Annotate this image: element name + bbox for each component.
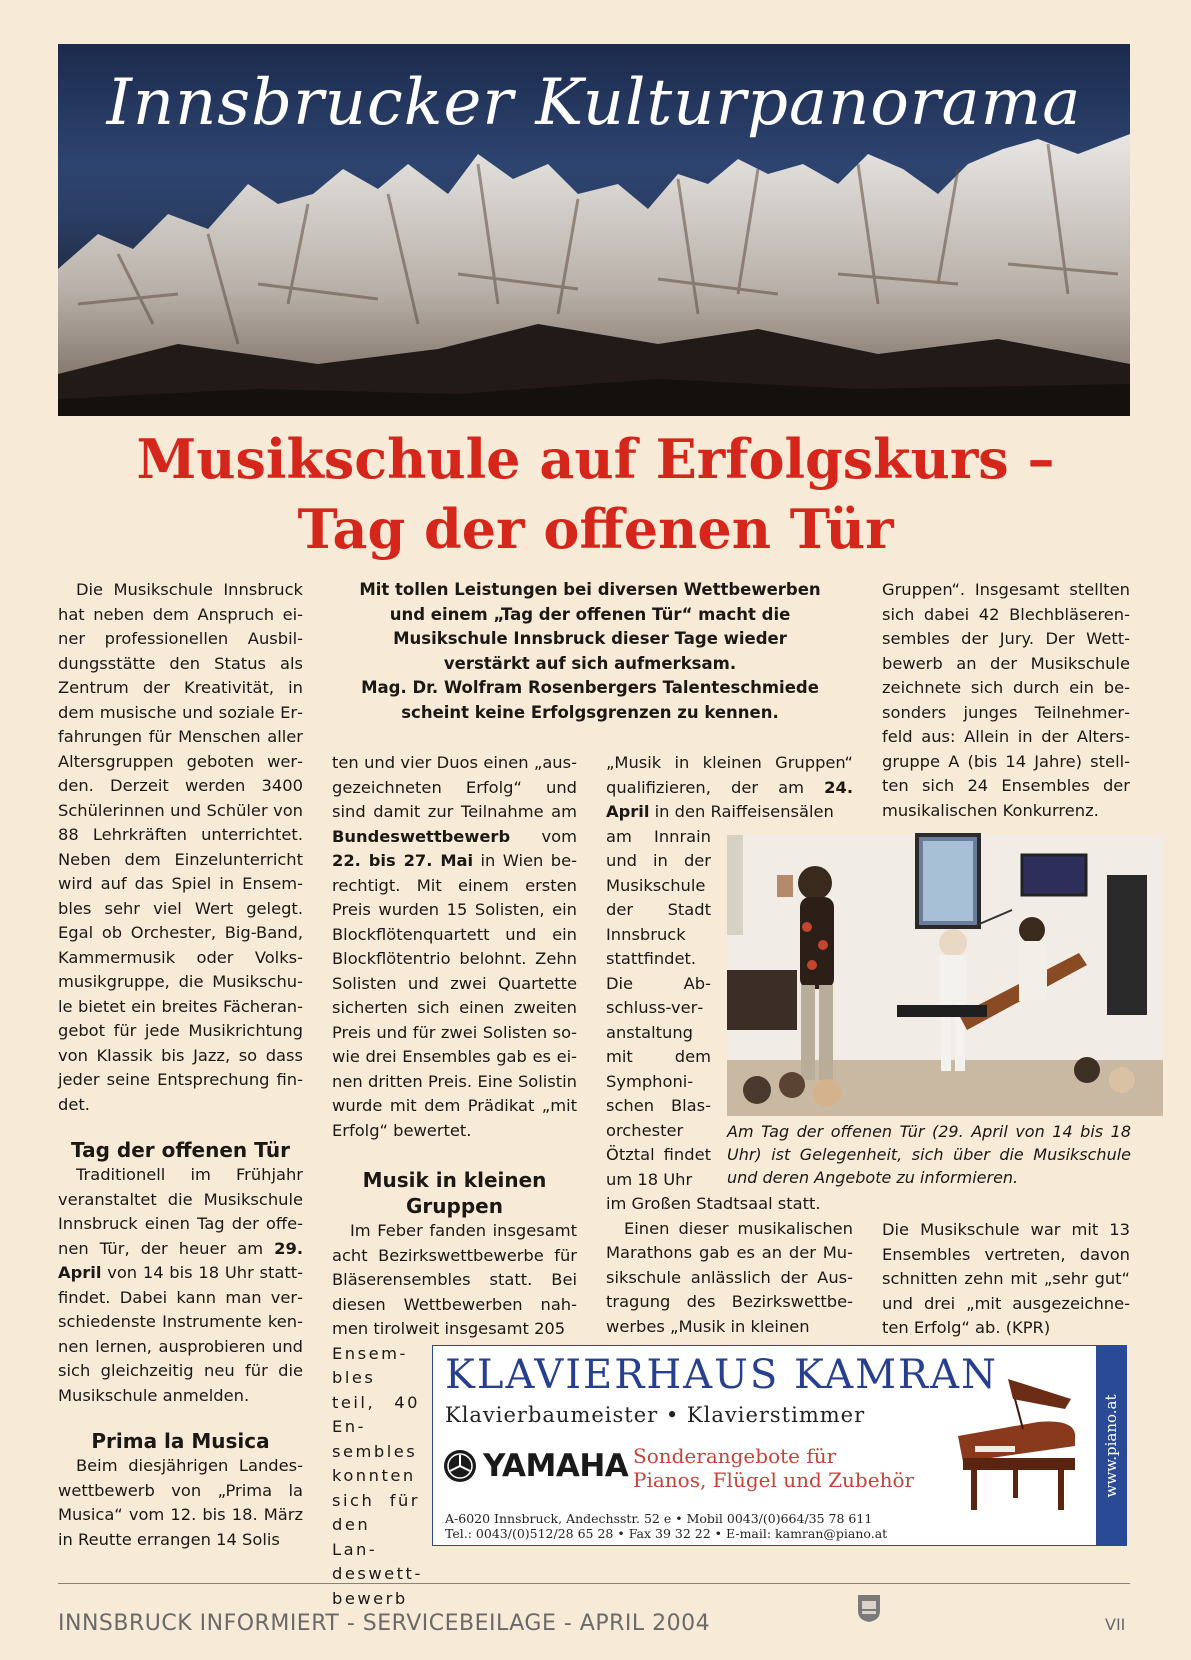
text-run: von 14 bis 18 Uhr stattfindet. Dabei kann man verschiedenste Instrumente kennen lernen, ausprobieren und sich gleichzeitig neu für die Musikschule anmelden.: [58, 1263, 303, 1405]
grand-piano-icon: [953, 1374, 1081, 1514]
body-paragraph-narrow: am Innrain und in der Musikschule der Stadt Innsbruck stattfindet. Die Abschluss-veranstaltung mit dem Symphonischen Blasorchester Ötztal findet um 18 Uhr: [606, 826, 711, 1189]
ad-subtitle: Klavierbaumeister • Klavierstimmer: [445, 1403, 866, 1427]
yamaha-logo: [443, 1446, 628, 1486]
body-paragraph: [332, 751, 577, 1143]
music-school-photo: [727, 835, 1163, 1116]
footer-divider: [58, 1583, 1130, 1584]
body-paragraph-narrow: Ensembles teil, 40 Ensembles konnten sich für den Landeswettbewerb: [332, 1343, 421, 1608]
column-1: [58, 578, 303, 1564]
headline-line-2: Tag der offenen Tür: [297, 497, 894, 561]
text-run: in den Raiffeisensälen: [649, 802, 834, 821]
ad-title: KLAVIERHAUS KAMRAN: [445, 1352, 999, 1398]
yamaha-wordmark: YAMAHA: [483, 1448, 629, 1484]
ad-offer: [633, 1444, 914, 1492]
banner-title: Innsbrucker Kulturpanorama: [106, 66, 1082, 140]
yamaha-tuning-fork-icon: [443, 1449, 477, 1483]
lead-line: Mag. Dr. Wolfram Rosenbergers Talenteschmiede: [361, 678, 819, 697]
body-paragraph: Die Musikschule war mit 13 Ensembles vertreten, davon schnitten zehn mit „sehr gut“ und drei „mit ausgezeichneten Erfolg“ ab. (KPR): [882, 1220, 1130, 1337]
lead-line: und einem „Tag der offenen Tür“ macht die: [389, 604, 791, 624]
lead-line: scheint keine Erfolgsgrenzen zu kennen.: [401, 702, 779, 722]
body-paragraph: [606, 751, 853, 825]
photo-illustration: [727, 835, 1163, 1116]
lead-line: Mit tollen Leistungen bei diversen Wettbewerben: [359, 580, 821, 599]
ad-website-url: www.piano.at: [1102, 1393, 1120, 1498]
ad-offer-line: Pianos, Flügel und Zubehör: [633, 1468, 915, 1492]
body-paragraph: [58, 1163, 303, 1408]
body-paragraph: Einen dieser musikalischen Marathons gab es an der Musikschule anlässlich der Austragung des Bezirkswettbewerbes „Musik in kleinen: [606, 1218, 853, 1336]
body-paragraph: im Großen Stadtsaal statt.: [606, 1194, 821, 1213]
ad-contact: [445, 1511, 887, 1541]
section-heading: Prima la Musica: [91, 1429, 270, 1453]
text-run: in Wien berechtigt. Mit einem ersten Preis wurden 15 Solisten, ein Blockflötenquartett und ein Blockflötentrio belohnt. Zehn Solisten und zwei Quartette sicherten sich einen zweiten Preis und für zwei Solisten sowie drei Ensembles gab es einen dritten Preis. Eine Solistin wurde mit dem Prädikat „mit Erfolg“ bewertet.: [332, 851, 577, 1140]
lead-line: Musikschule Innsbruck dieser Tage wieder: [393, 629, 787, 648]
text-run: vom: [510, 826, 577, 846]
body-paragraph: Beim diesjährigen Landeswettbewerb von „Prima la Musica“ vom 12. bis 18. März in Reutte errangen 14 Solis: [58, 1456, 303, 1549]
headline-line-1: Musikschule auf Erfolgskurs –: [136, 427, 1055, 491]
text-run: „Musik in kleinen Gruppen“ qualifizieren, der am: [606, 753, 853, 797]
text-run: Traditionell im Frühjahr veranstaltet die Musikschule Innsbruck einen Tag der offenen Tür, der heuer am: [58, 1165, 303, 1258]
section-heading: Musik in kleinen Gruppen: [362, 1168, 547, 1218]
ad-offer-line: Sonderangebote für: [633, 1444, 837, 1468]
banner-image: [58, 44, 1130, 416]
text-run: Bundeswettbewerb: [332, 826, 511, 846]
body-paragraph: Gruppen“. Insgesamt stellten sich dabei 42 Blechbläserensembles der Jury. Der Wettbewerb an der Musikschule zeichnete sich durch ein besonders junges Teilnehmerfeld aus: Allein in der Altersgruppe A (bis 14 Jahre) stellten sich 24 Ensembles der musikalischen Konkurrenz.: [882, 580, 1130, 820]
footer-publication-line: INNSBRUCK INFORMIERT - SERVICEBEILAGE - APRIL 2004: [58, 1611, 711, 1636]
ad-phone-line: Tel.: 0043/(0)512/28 65 28 • Fax 39 32 22 • E-mail: kamran@piano.at: [445, 1526, 888, 1541]
lead-line: verstärkt auf sich aufmerksam.: [443, 653, 737, 673]
text-run: 22. bis 27. Mai: [332, 851, 474, 870]
column-4-bottom: [882, 1218, 1130, 1338]
section-heading: Tag der offenen Tür: [71, 1138, 290, 1162]
ad-address-line: A-6020 Innsbruck, Andechsstr. 52 e • Mobil 0043/(0)664/35 78 611: [445, 1511, 873, 1526]
photo-caption: Am Tag der offenen Tür (29. April von 14 bis 18 Uhr) ist Gelegenheit, sich über die Musikschule und deren Angebote zu informieren.: [727, 1122, 1131, 1187]
column-4-top: [882, 578, 1130, 833]
lead-paragraph: [330, 578, 850, 725]
city-crest-icon: [856, 1593, 882, 1627]
text-run: 24. April: [606, 777, 853, 821]
body-paragraph: Im Feber fanden insgesamt acht Bezirkswettbewerbe für Bläserensembles statt. Bei diesen Wettbewerben nahmen tirolweit insgesamt 205: [332, 1221, 577, 1338]
page-number: VII: [1105, 1615, 1126, 1634]
text-run: ten und vier Duos einen „ausgezeichneten Erfolg“ und sind damit zur Teilnahme am: [332, 753, 577, 821]
advertisement: [432, 1345, 1127, 1546]
intro-paragraph: Die Musikschule Innsbruck hat neben dem Anspruch einer professionellen Ausbildungsstätte den Status als Zentrum der Kreativität, in dem musische und soziale Erfahrungen für Menschen aller Altersgruppen geboten werden. Derzeit werden 3400 Schülerinnen und Schüler von 88 Lehrkräften unterrichtet. Neben dem Einzelunterricht wird auf das Spiel in Ensembles sehr viel Wert gelegt. Egal ob Orchester, Big-Band, Kammermusik oder Volksmusikgruppe, die Musikschule bietet ein breites Fächerangebot für jede Musikrichtung von Klassik bis Jazz, so dass jeder seine Entsprechung findet.: [58, 580, 303, 1114]
ad-website-strip: [1096, 1346, 1126, 1545]
text-run: 29. April: [58, 1238, 303, 1282]
